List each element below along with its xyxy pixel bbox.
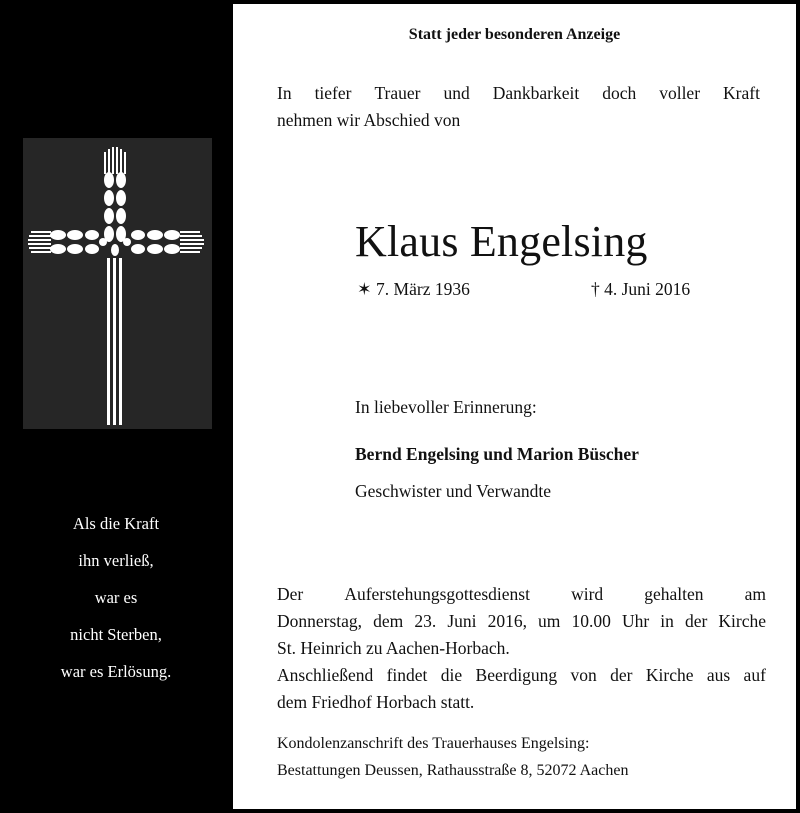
service-word: findet [386, 665, 428, 685]
service-word: 23. [414, 611, 437, 631]
service-word: dem [373, 611, 404, 631]
intro-line-2: nehmen wir Abschied von [277, 110, 461, 130]
poem-line: Als die Kraft [72, 514, 160, 533]
intro-word: Kraft [723, 83, 760, 103]
service-line-3: St. Heinrich zu Aachen-Horbach. [277, 638, 510, 658]
wheat-cross-emblem [23, 138, 212, 429]
birth-date: ✶ 7. März 1936 [357, 279, 470, 299]
obituary-notice [233, 4, 796, 809]
service-word: Uhr [621, 611, 650, 631]
service-word: von [570, 665, 597, 685]
poem [0, 505, 232, 690]
left-black-panel [0, 0, 232, 813]
service-word: um [538, 611, 561, 631]
intro-word: voller [659, 83, 701, 103]
service-line-1 [277, 581, 766, 608]
family-names: Bernd Engelsing und Marion Büscher [355, 444, 639, 464]
notice-headline: Statt jeder besonderen Anzeige [408, 26, 621, 43]
intro-word: In [277, 83, 292, 103]
service-word: der [684, 611, 708, 631]
service-word: wird [571, 584, 604, 604]
poem-line: war es [94, 588, 138, 607]
intro-text [277, 80, 760, 134]
deceased-name: Klaus Engelsing [355, 217, 648, 266]
funeral-service-text [277, 581, 766, 716]
intro-word: Dankbarkeit [492, 83, 580, 103]
poem-line: ihn verließ, [78, 551, 154, 570]
intro-word: doch [602, 83, 637, 103]
service-word: 2016, [487, 611, 527, 631]
service-word: die [440, 665, 463, 685]
poem-line: nicht Sterben, [70, 625, 162, 644]
service-word: 10.00 [571, 611, 611, 631]
service-word: der [610, 665, 633, 685]
service-word: Juni [447, 611, 477, 631]
service-word: auf [743, 665, 766, 685]
relatives-line: Geschwister und Verwandte [355, 481, 552, 501]
service-word: Kirche [645, 665, 694, 685]
condolence-address [277, 730, 628, 784]
memory-line: In liebevoller Erinnerung: [355, 397, 537, 417]
service-word: am [744, 584, 766, 604]
service-line-2 [277, 608, 766, 635]
service-word: Donnerstag, [277, 611, 363, 631]
intro-word: tiefer [314, 83, 352, 103]
poem-line: war es Erlösung. [60, 662, 172, 681]
intro-word: und [443, 83, 470, 103]
condolence-line-1: Kondolenzanschrift des Trauerhauses Engelsing: [277, 735, 590, 752]
service-line-4 [277, 662, 766, 689]
service-line-5: dem Friedhof Horbach statt. [277, 692, 475, 712]
service-word: Kirche [718, 611, 766, 631]
service-word: Anschließend [277, 665, 374, 685]
service-word: in [660, 611, 674, 631]
condolence-line-2: Bestattungen Deussen, Rathausstraße 8, 52072 Aachen [277, 762, 629, 779]
death-date: † 4. Juni 2016 [591, 279, 691, 299]
wheat-cross-icon [23, 138, 212, 429]
service-word: Der [277, 584, 304, 604]
service-word: aus [706, 665, 731, 685]
service-word: gehalten [644, 584, 704, 604]
intro-line-1 [277, 80, 760, 107]
service-word: Beerdigung [475, 665, 558, 685]
service-word: Auferstehungsgottesdienst [344, 584, 530, 604]
intro-word: Trauer [374, 83, 421, 103]
